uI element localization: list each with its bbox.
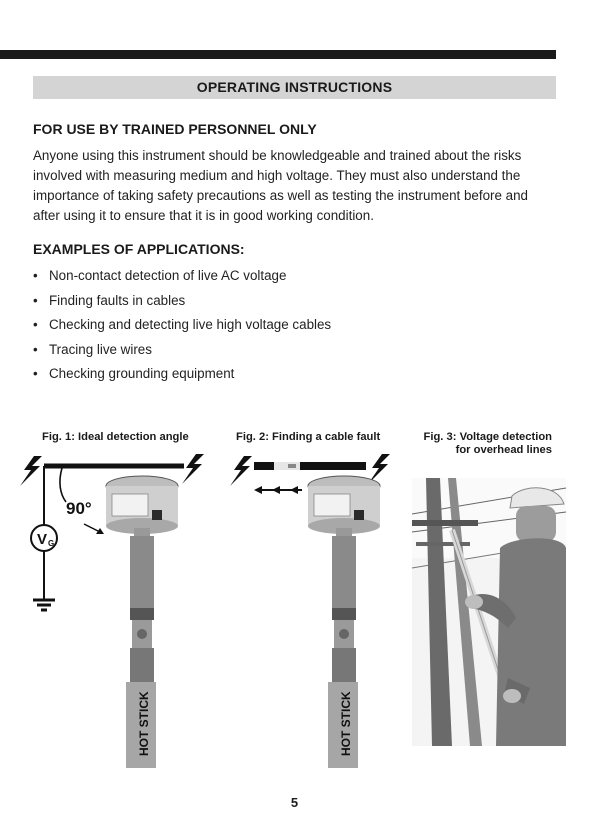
warning-heading: FOR USE BY TRAINED PERSONNEL ONLY: [33, 121, 317, 137]
section-title: OPERATING INSTRUCTIONS: [33, 76, 556, 99]
voltage-source-icon: [31, 525, 57, 551]
ground-icon: [33, 600, 55, 610]
fig1-caption: Fig. 1: Ideal detection angle: [42, 431, 189, 443]
detector-head: [308, 476, 380, 536]
intro-paragraph: [33, 146, 561, 226]
detector-shaft: [332, 536, 356, 608]
lightning-bolt-icon: [230, 456, 252, 486]
intro-line: after using it to ensure that it is in good working condition.: [33, 208, 374, 223]
intro-line: Anyone using this instrument should be knowledgeable and trained about the risks: [33, 148, 522, 163]
hot-stick-label: HOT STICK: [339, 691, 353, 756]
detector-head: [106, 476, 178, 536]
list-item: • Tracing live wires: [33, 341, 152, 357]
angle-label: 90°: [66, 499, 92, 518]
intro-line: importance of taking safety precautions as well as testing the instrument before and: [33, 188, 528, 203]
top-rule: [0, 50, 556, 59]
figure-1-ideal-detection-angle: [0, 448, 210, 768]
direction-arrows-icon: [254, 486, 302, 494]
figure-2-finding-cable-fault: [210, 448, 400, 768]
lightning-bolt-icon: [182, 454, 204, 484]
list-item: • Finding faults in cables: [33, 292, 186, 308]
svg-text:V: V: [37, 531, 48, 548]
detector-shaft: [130, 536, 154, 608]
examples-heading: EXAMPLES OF APPLICATIONS:: [33, 241, 245, 257]
intro-line: involved with measuring medium and high voltage. They must also understand the: [33, 168, 521, 183]
list-item: • Non-contact detection of live AC voltage: [33, 268, 287, 283]
svg-text:G: G: [48, 539, 55, 548]
figure-3-photo: [412, 478, 566, 746]
fig2-caption: Fig. 2: Finding a cable fault: [236, 431, 381, 443]
lightning-bolt-icon: [20, 456, 42, 486]
fig3-caption: Fig. 3: Voltage detection for overhead lines: [423, 431, 552, 456]
page-number: 5: [290, 795, 299, 810]
hot-stick-label: HOT STICK: [137, 691, 151, 756]
applications-list: [33, 264, 331, 387]
cable: [254, 462, 366, 470]
list-item: • Checking grounding equipment: [33, 366, 235, 381]
list-item: • Checking and detecting live high voltage cables: [33, 317, 332, 332]
